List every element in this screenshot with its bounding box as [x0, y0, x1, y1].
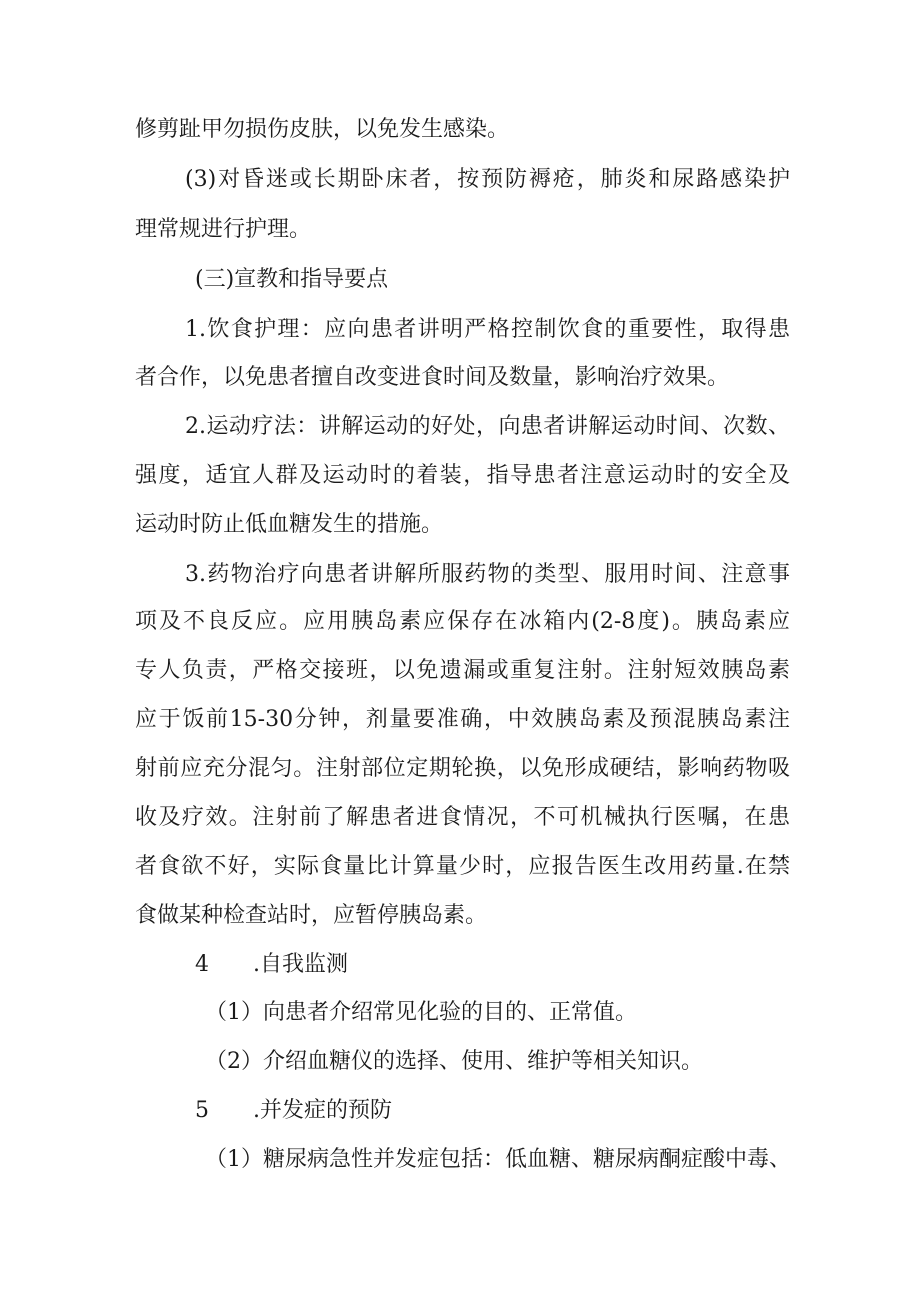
sub-item: （1）向患者介绍常见化验的目的、正常值。: [205, 1000, 637, 1025]
text-line: 修剪趾甲勿损伤皮肤，以免发生感染。: [135, 117, 510, 142]
sub-item: （2）介绍血糖仪的选择、使用、维护等相关知识。: [205, 1049, 703, 1074]
text-line: 者合作，以免患者擅自改变进食时间及数量，影响治疗效果。: [135, 365, 730, 390]
text-line: 项及不良反应。应用胰岛素应保存在冰箱内(2-8度)。胰岛素应: [135, 609, 790, 634]
text-line: 射前应充分混匀。注射部位定期轮换，以免形成硬结，影响药物吸: [135, 756, 790, 781]
text-line: 者食欲不好，实际食量比计算量少时，应报告医生改用药量.在禁: [135, 854, 790, 879]
text-line: 1.饮食护理：应向患者讲明严格控制饮食的重要性，取得患: [185, 317, 790, 342]
text-line: 3.药物治疗向患者讲解所服药物的类型、服用时间、注意事: [185, 562, 790, 587]
text-line: 2.运动疗法：讲解运动的好处，向患者讲解运动时间、次数、: [185, 414, 790, 439]
list-item-heading: [195, 950, 348, 980]
list-item-title: .并发症的预防: [253, 1098, 392, 1123]
text-line: 理常规进行护理。: [135, 217, 312, 242]
text-line: (3)对昏迷或长期卧床者，按预防褥疮，肺炎和尿路感染护: [185, 167, 790, 192]
text-line: 运动时防止低血糖发生的措施。: [135, 512, 444, 537]
section-heading: (三)宣教和指导要点: [195, 267, 389, 292]
text-line: 应于饭前15-30分钟，剂量要准确，中效胰岛素及预混胰岛素注: [135, 707, 790, 732]
text-line: 强度，适宜人群及运动时的着装，指导患者注意运动时的安全及: [135, 463, 790, 488]
text-line: 食做某种检查站时，应暂停胰岛素。: [135, 903, 488, 928]
list-item-number: 5: [195, 1098, 209, 1123]
text-line: 收及疗效。注射前了解患者进食情况，不可机械执行医嘱，在患: [135, 805, 790, 830]
sub-item: （1）糖尿病急性并发症包括：低血糖、糖尿病酮症酸中毒、: [205, 1147, 791, 1172]
list-item-title: .自我监测: [253, 952, 348, 977]
text-line: 专人负责，严格交接班，以免遗漏或重复注射。注射短效胰岛素: [135, 658, 790, 683]
list-item-number: 4: [195, 952, 209, 977]
list-item-heading: [195, 1096, 392, 1126]
